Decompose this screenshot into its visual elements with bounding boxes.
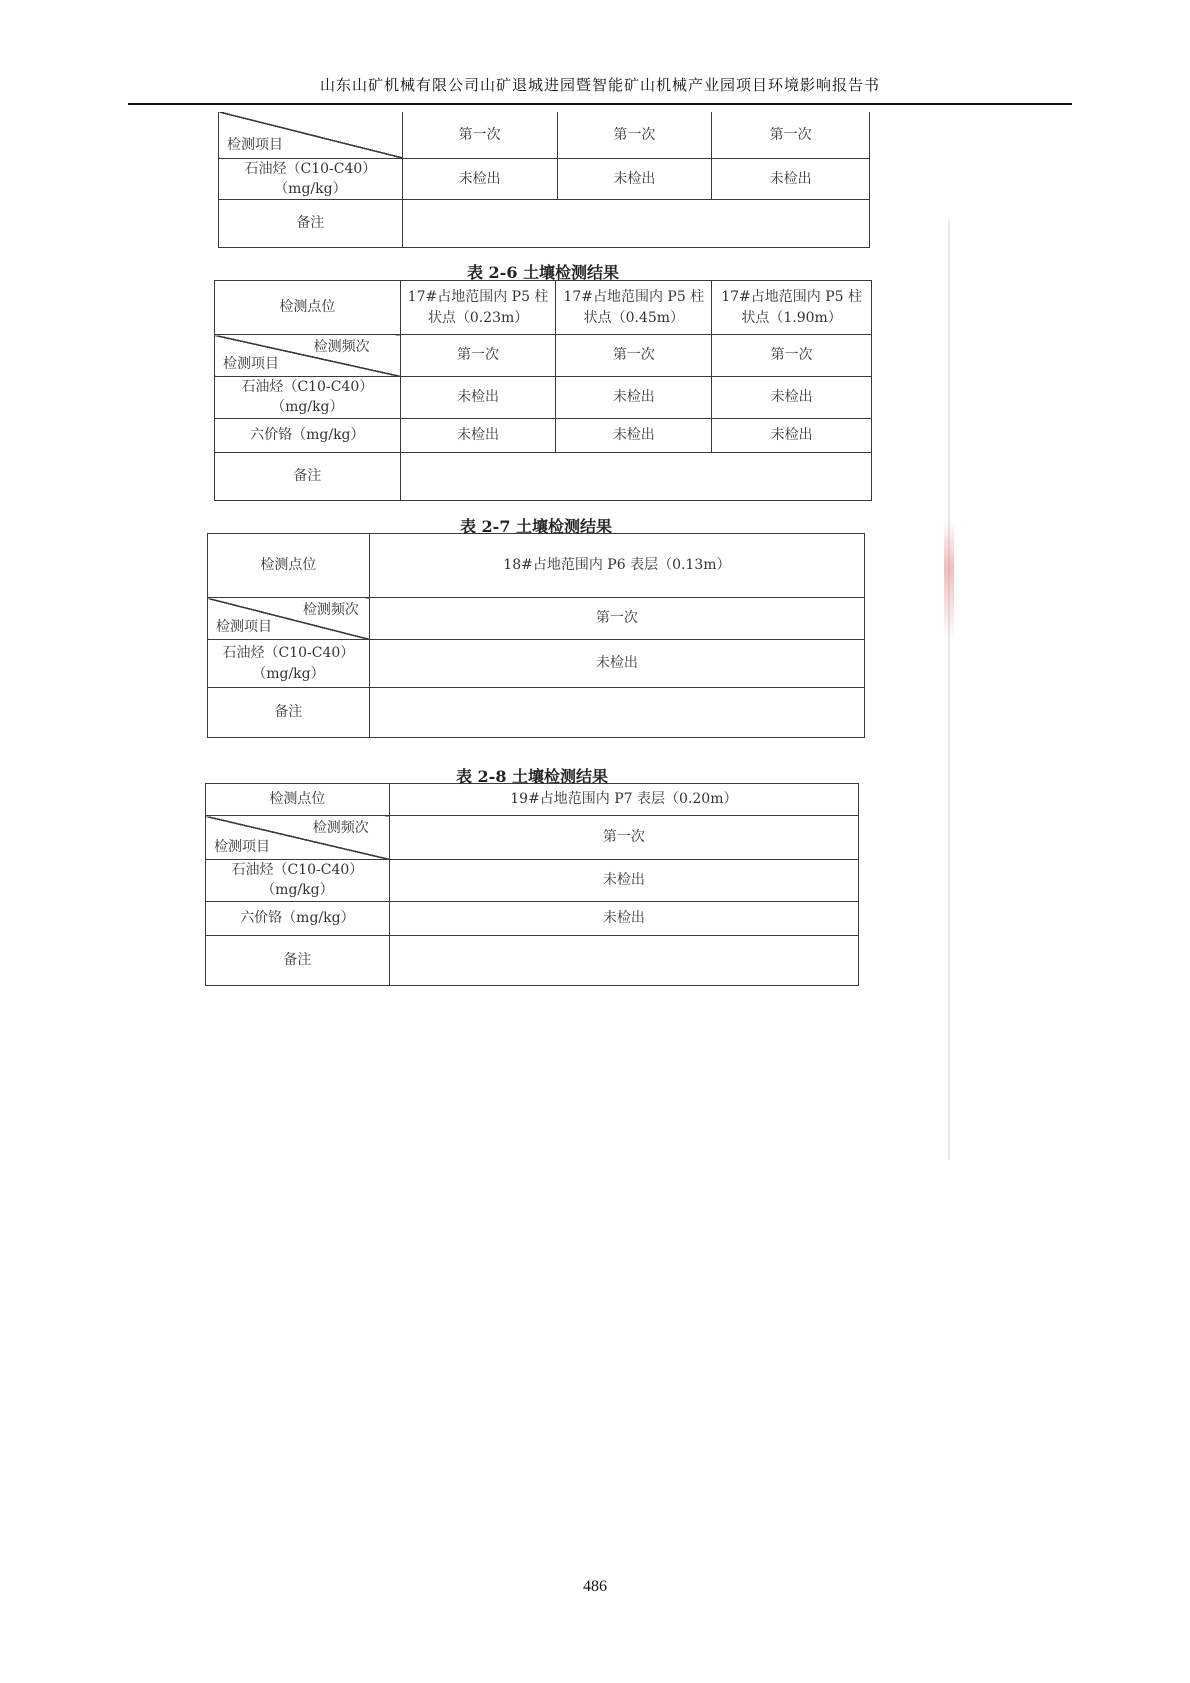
result-cell: 未检出 bbox=[389, 860, 858, 902]
remark-label: 备注 bbox=[219, 200, 403, 248]
remark-label: 备注 bbox=[215, 452, 401, 500]
table-row bbox=[208, 688, 865, 738]
diag-item-label: 检测项目 bbox=[216, 618, 272, 635]
remark-cell bbox=[400, 452, 871, 500]
diag-freq-label: 检测频次 bbox=[312, 820, 369, 836]
diag-item-label: 检测项目 bbox=[227, 137, 283, 154]
diag-freq-label: 检测频次 bbox=[313, 339, 370, 355]
table-row bbox=[208, 640, 865, 688]
result-cell: 未检出 bbox=[712, 377, 872, 419]
point-label: 检测点位 bbox=[215, 281, 401, 335]
remark-cell bbox=[389, 935, 858, 985]
page-number: 486 bbox=[583, 1578, 607, 1595]
row-label: 六价铬（mg/kg） bbox=[206, 901, 390, 935]
result-cell: 未检出 bbox=[556, 377, 712, 419]
freq-cell: 第一次 bbox=[402, 112, 557, 158]
freq-cell: 第一次 bbox=[712, 112, 870, 158]
row-label-line: 石油烃（C10-C40） bbox=[222, 645, 355, 662]
point-cell: 17#占地范围内 P5 柱状点（0.23m） bbox=[400, 281, 556, 335]
freq-cell: 第一次 bbox=[712, 335, 872, 377]
table-caption: 表 2-6 土壤检测结果 bbox=[466, 263, 620, 282]
red-stamp-fragment bbox=[944, 520, 954, 640]
result-cell: 未检出 bbox=[389, 901, 858, 935]
point-label: 检测点位 bbox=[206, 784, 390, 816]
freq-cell: 第一次 bbox=[389, 816, 858, 860]
diag-header-cell bbox=[219, 112, 403, 158]
table-row bbox=[206, 935, 859, 985]
remark-cell bbox=[402, 200, 869, 248]
scan-edge bbox=[948, 220, 950, 1160]
diag-header-cell bbox=[206, 816, 390, 860]
table-2-7 bbox=[207, 533, 865, 738]
row-label bbox=[208, 640, 370, 688]
table-2-6 bbox=[214, 280, 872, 501]
row-label-line: （mg/kg） bbox=[252, 665, 325, 682]
diag-header-cell bbox=[215, 335, 401, 377]
row-label: 六价铬（mg/kg） bbox=[215, 418, 401, 452]
result-cell: 未检出 bbox=[712, 418, 872, 452]
result-cell: 未检出 bbox=[556, 418, 712, 452]
table-caption: 表 2-8 土壤检测结果 bbox=[455, 767, 609, 786]
document-header: 山东山矿机械有限公司山矿退城进园暨智能矿山机械产业园项目环境影响报告书 bbox=[319, 76, 880, 94]
point-cell: 19#占地范围内 P7 表层（0.20m） bbox=[389, 784, 858, 816]
result-cell: 未检出 bbox=[369, 640, 864, 688]
table-row bbox=[219, 200, 870, 248]
table-row bbox=[206, 901, 859, 935]
freq-cell: 第一次 bbox=[400, 335, 556, 377]
result-cell: 未检出 bbox=[712, 158, 870, 200]
result-cell: 未检出 bbox=[400, 418, 556, 452]
table-row bbox=[215, 418, 872, 452]
table-row bbox=[215, 452, 872, 500]
result-cell: 未检出 bbox=[402, 158, 557, 200]
table-caption: 表 2-7 土壤检测结果 bbox=[459, 517, 613, 536]
remark-label: 备注 bbox=[206, 935, 390, 985]
point-label: 检测点位 bbox=[208, 534, 370, 598]
remark-cell bbox=[369, 688, 864, 738]
result-cell: 未检出 bbox=[557, 158, 712, 200]
diag-item-label: 检测项目 bbox=[214, 838, 270, 855]
point-cell: 17#占地范围内 P5 柱状点（0.45m） bbox=[556, 281, 712, 335]
row-label: 石油烃（C10-C40）（mg/kg） bbox=[206, 860, 390, 902]
result-cell: 未检出 bbox=[400, 377, 556, 419]
diag-item-label: 检测项目 bbox=[223, 355, 279, 372]
freq-cell: 第一次 bbox=[556, 335, 712, 377]
diag-header-cell bbox=[208, 598, 370, 640]
remark-label: 备注 bbox=[208, 688, 370, 738]
table-row bbox=[215, 377, 872, 419]
header-rule bbox=[128, 103, 1072, 105]
table-row bbox=[219, 158, 870, 200]
freq-cell: 第一次 bbox=[369, 598, 864, 640]
table-2-8 bbox=[205, 783, 859, 986]
table-top-partial bbox=[218, 112, 870, 248]
table-row bbox=[206, 860, 859, 902]
diag-freq-label: 检测频次 bbox=[302, 602, 359, 618]
row-label: 石油烃（C10-C40）（mg/kg） bbox=[215, 377, 401, 419]
freq-cell: 第一次 bbox=[557, 112, 712, 158]
row-label: 石油烃（C10-C40）（mg/kg） bbox=[219, 158, 403, 200]
point-cell: 17#占地范围内 P5 柱状点（1.90m） bbox=[712, 281, 872, 335]
point-cell: 18#占地范围内 P6 表层（0.13m） bbox=[369, 534, 864, 598]
